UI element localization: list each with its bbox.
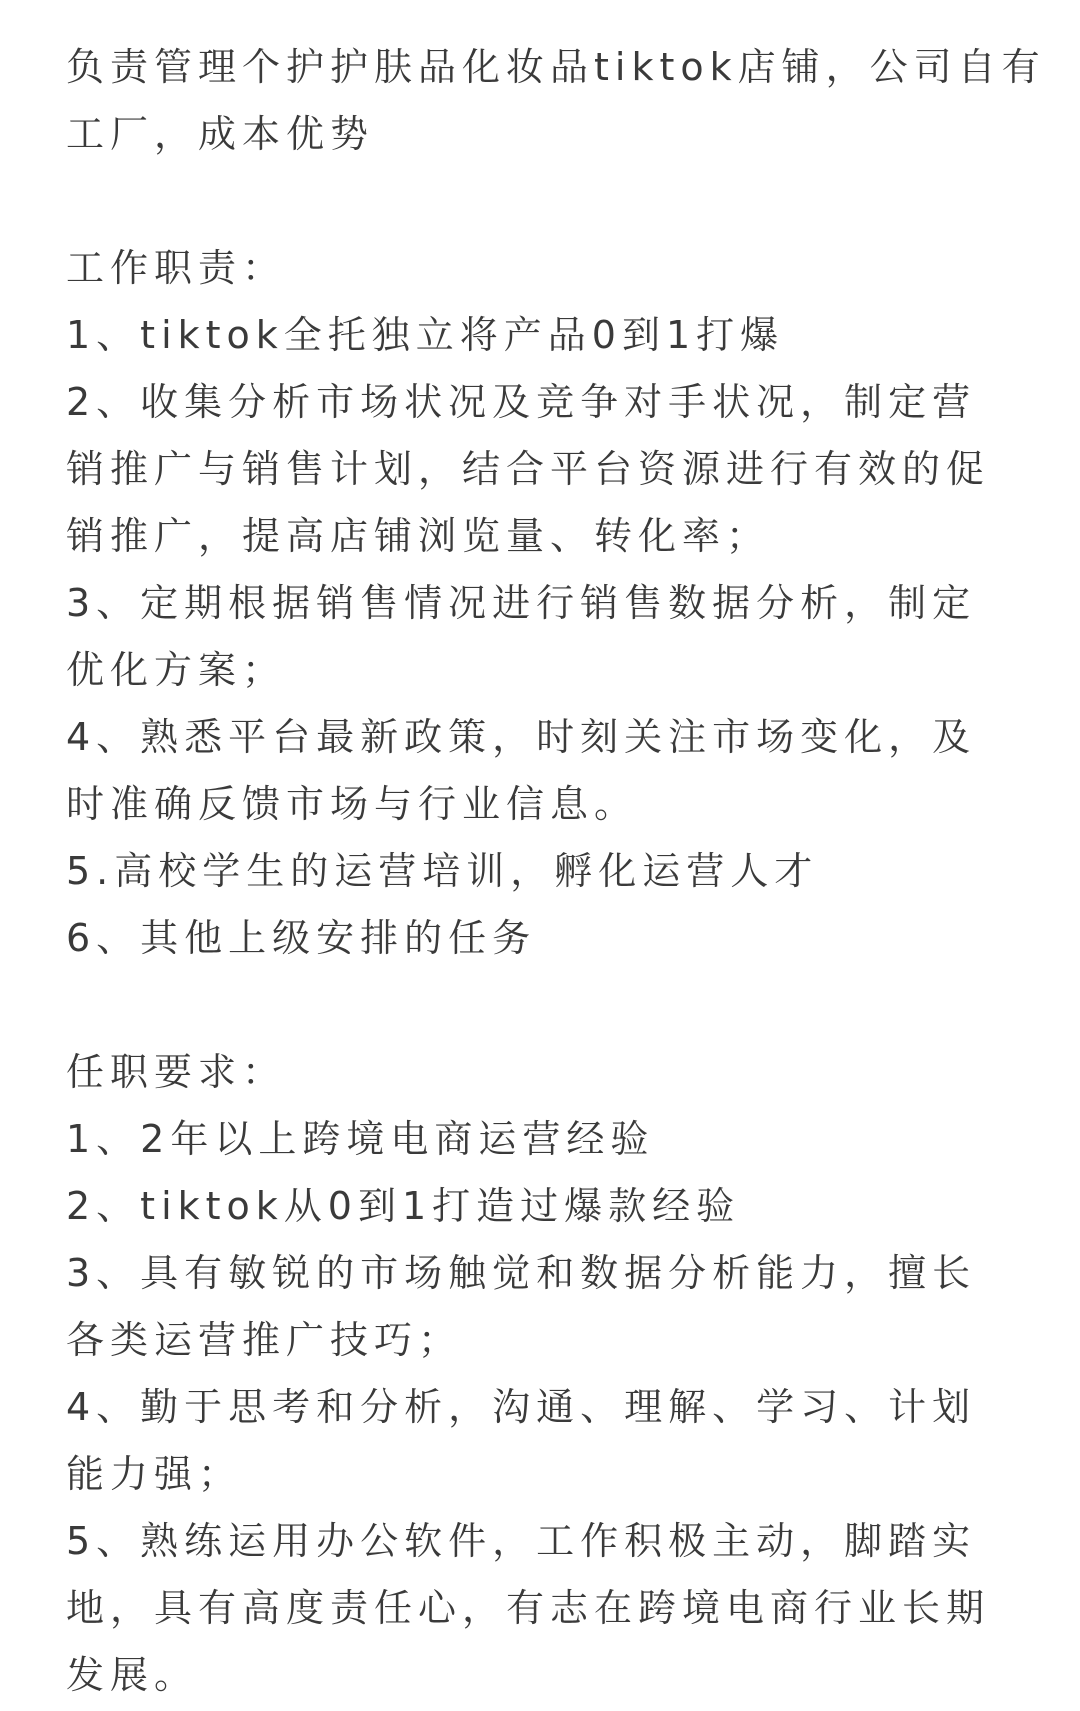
- responsibility-line: 时准确反馈市场与行业信息。: [66, 782, 639, 826]
- requirement-line: 发展。: [66, 1653, 199, 1697]
- requirement-line: 2、tiktok从0到1打造过爆款经验: [66, 1184, 741, 1228]
- requirement-line: 5、熟练运用办公软件，工作积极主动，脚踏实: [66, 1519, 977, 1563]
- responsibility-line: 4、熟悉平台最新政策，时刻关注市场变化，及: [66, 715, 977, 759]
- requirement-line: 1、2年以上跨境电商运营经验: [66, 1117, 655, 1161]
- requirement-line: 各类运营推广技巧；: [66, 1318, 463, 1362]
- responsibility-line: 销推广与销售计划，结合平台资源进行有效的促: [66, 447, 991, 491]
- responsibility-line: 1、tiktok全托独立将产品0到1打爆: [66, 313, 785, 357]
- requirement-line: 能力强；: [66, 1452, 243, 1496]
- responsibility-line: 优化方案；: [66, 648, 287, 692]
- requirements-heading: 任职要求：: [66, 1050, 287, 1094]
- spacer: [66, 972, 1014, 1039]
- responsibility-line: 5.高校学生的运营培训，孵化运营人才: [66, 849, 819, 893]
- requirement-line: 地，具有高度责任心，有志在跨境电商行业长期: [66, 1586, 991, 1630]
- intro-line-2: 工厂，成本优势: [66, 112, 375, 156]
- spacer: [66, 168, 1014, 235]
- intro-line-1: 负责管理个护护肤品化妆品tiktok店铺，公司自有: [66, 45, 1046, 89]
- responsibility-line: 销推广，提高店铺浏览量、转化率；: [66, 514, 771, 558]
- requirement-line: 3、具有敏锐的市场触觉和数据分析能力，擅长: [66, 1251, 977, 1295]
- responsibility-line: 6、其他上级安排的任务: [66, 916, 537, 960]
- responsibility-line: 3、定期根据销售情况进行销售数据分析，制定: [66, 581, 977, 625]
- requirement-line: 4、勤于思考和分析，沟通、理解、学习、计划: [66, 1385, 977, 1429]
- responsibilities-heading: 工作职责：: [66, 246, 287, 290]
- responsibility-line: 2、收集分析市场状况及竞争对手状况，制定营: [66, 380, 977, 424]
